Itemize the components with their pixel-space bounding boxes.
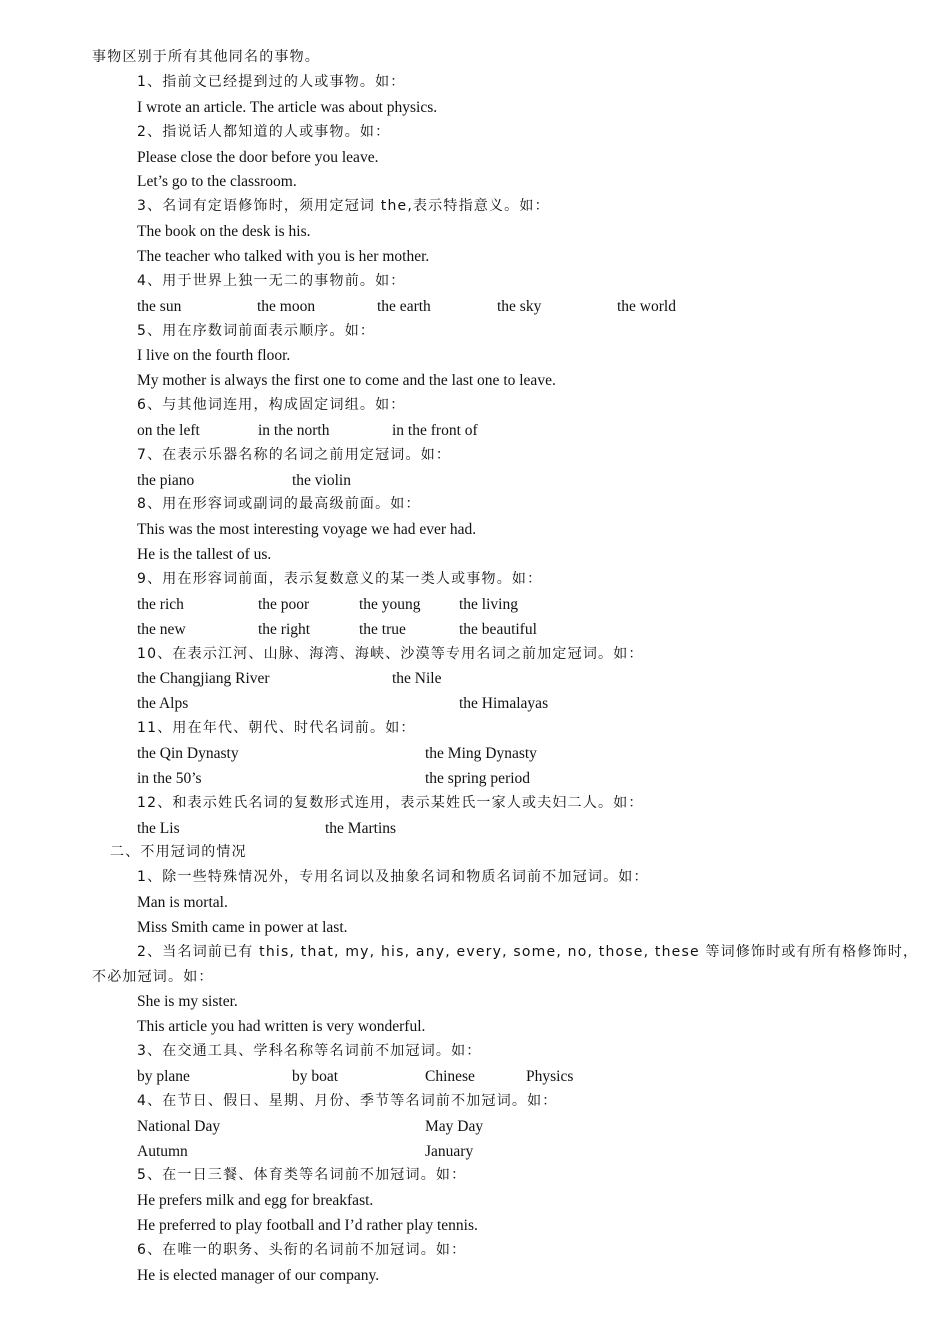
example-sentence: Man is mortal. (137, 894, 228, 912)
example-item: the Lis (137, 819, 180, 837)
example-item: the rich (137, 595, 184, 613)
rule-line: 6、与其他词连用，构成固定词组。如： (137, 397, 406, 414)
rule-line: 1、指前文已经提到过的人或事物。如： (137, 74, 406, 90)
example-item: the living (459, 595, 518, 613)
example-item: on the left (137, 421, 200, 439)
rule-line: 10、在表示江河、山脉、海湾、海峡、沙漠等专用名词之前加定冠词。如： (137, 645, 644, 662)
rule-line: 4、在节日、假日、星期、月份、季节等名词前不加冠词。如： (137, 1092, 558, 1109)
example-item: the beautiful (459, 620, 537, 638)
rule-line: 5、在一日三餐、体育类等名词前不加冠词。如： (137, 1167, 467, 1184)
example-row (0, 666, 950, 691)
intro-line: 事物区别于所有其他同名的事物。 (92, 49, 320, 65)
example-row (0, 741, 950, 766)
rule-line: 5、用在序数词前面表示顺序。如： (137, 322, 376, 339)
example-item: Chinese (425, 1068, 475, 1085)
example-item: the Martins (325, 819, 397, 837)
example-row (0, 691, 950, 716)
example-item: January (425, 1142, 474, 1160)
example-row (0, 418, 950, 443)
rule-line: 9、用在形容词前面，表示复数意义的某一类人或事物。如： (137, 571, 543, 587)
example-item: the true (359, 620, 406, 638)
example-item: the young (359, 595, 421, 613)
example-sentence: This article you had written is very wonderful. (137, 1018, 426, 1036)
rule-line: 7、在表示乐器名称的名词之前用定冠词。如： (137, 446, 452, 463)
example-item: the world (617, 297, 676, 315)
rule-line: 不必加冠词。如： (92, 968, 214, 985)
example-item: in the north (258, 421, 330, 439)
example-row (0, 617, 950, 642)
example-item: National Day (137, 1117, 221, 1135)
rule-line: 12、和表示姓氏名词的复数形式连用，表示某姓氏一家人或夫妇二人。如： (137, 794, 644, 811)
example-item: the Ming Dynasty (425, 744, 537, 762)
example-row (0, 766, 950, 791)
example-item: the Changjiang River (137, 670, 270, 688)
rule-line: 2、当名词前已有 this, that, my, his, any, every, some, no, those, these 等词修饰时或有所有格修饰时， (137, 943, 919, 960)
example-sentence: Miss Smith came in power at last. (137, 918, 348, 936)
example-item: the Himalayas (459, 695, 549, 713)
example-sentence: She is my sister. (137, 993, 238, 1011)
example-row (0, 592, 950, 617)
example-item: the poor (258, 595, 310, 613)
example-item: the sky (497, 297, 542, 315)
example-item: in the 50’s (137, 769, 202, 787)
example-sentence: He preferred to play football and I’d rather play tennis. (137, 1217, 478, 1235)
example-sentence: I wrote an article. The article was about physics. (137, 98, 438, 116)
rule-line: 3、在交通工具、学科名称等名词前不加冠词。如： (137, 1043, 482, 1060)
example-item: by plane (137, 1068, 190, 1085)
rule-line: 3、名词有定语修饰时，须用定冠词 the,表示特指意义。如： (137, 198, 550, 215)
example-sentence: Let’s go to the classroom. (137, 173, 297, 191)
example-item: the piano (137, 471, 195, 489)
example-sentence: He is the tallest of us. (137, 546, 272, 564)
example-sentence: The book on the desk is his. (137, 223, 311, 241)
example-sentence: He prefers milk and egg for breakfast. (137, 1192, 374, 1210)
example-item: the violin (292, 471, 351, 489)
example-sentence: Please close the door before you leave. (137, 148, 379, 166)
example-row (0, 1139, 950, 1164)
example-item: the spring period (425, 769, 531, 787)
rule-line: 2、指说话人都知道的人或事物。如： (137, 123, 391, 140)
example-item: the earth (377, 297, 431, 315)
rule-line: 6、在唯一的职务、头衔的名词前不加冠词。如： (137, 1241, 467, 1258)
example-item: Physics (526, 1068, 574, 1085)
example-row (0, 1114, 950, 1139)
example-row (0, 294, 950, 319)
rule-line: 4、用于世界上独一无二的事物前。如： (137, 272, 406, 289)
example-item: in the front of (392, 421, 478, 439)
rule-line: 1、除一些特殊情况外，专用名词以及抽象名词和物质名词前不加冠词。如： (137, 869, 649, 886)
example-item: Autumn (137, 1142, 188, 1160)
example-item: the right (258, 620, 311, 638)
example-row (0, 1064, 950, 1089)
example-item: the Qin Dynasty (137, 744, 239, 762)
example-sentence: The teacher who talked with you is her mother. (137, 247, 430, 265)
rule-line: 11、用在年代、朝代、时代名词前。如： (137, 720, 416, 737)
example-row (0, 816, 950, 841)
example-row (0, 468, 950, 493)
example-sentence: My mother is always the first one to come and the last one to leave. (137, 372, 556, 390)
section-heading: 二、不用冠词的情况 (110, 844, 247, 861)
example-item: the Nile (392, 670, 442, 688)
example-sentence: He is elected manager of our company. (137, 1266, 380, 1284)
example-item: by boat (292, 1068, 339, 1085)
example-item: the moon (257, 297, 316, 315)
rule-line: 8、用在形容词或副词的最高级前面。如： (137, 496, 421, 513)
example-item: May Day (425, 1117, 484, 1135)
example-sentence: This was the most interesting voyage we had ever had. (137, 521, 477, 539)
example-item: the sun (137, 297, 182, 315)
example-item: the Alps (137, 695, 189, 713)
example-sentence: I live on the fourth floor. (137, 347, 291, 365)
example-item: the new (137, 620, 186, 638)
